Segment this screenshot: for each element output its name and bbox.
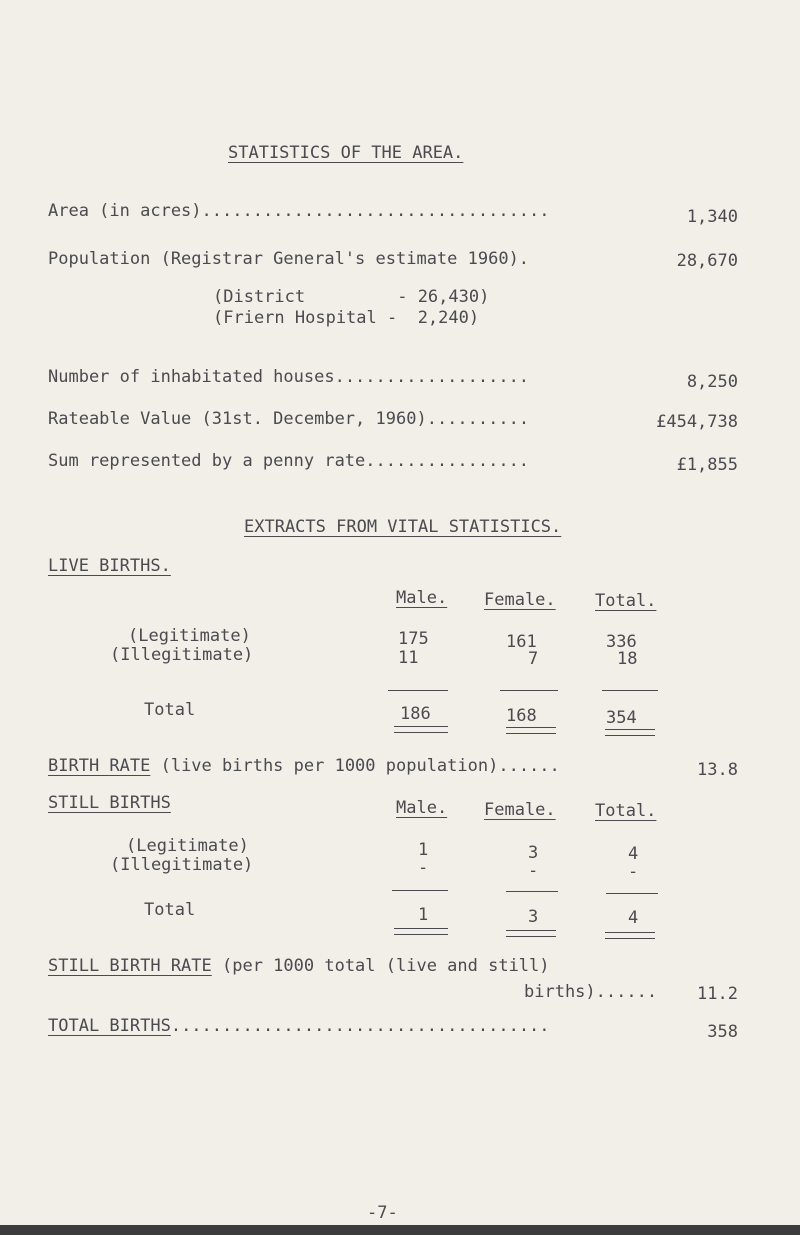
live-illegitimate-male: 11 — [398, 648, 419, 668]
still-birth-rate-line2: births)...... — [524, 982, 658, 1002]
live-total-rule — [602, 690, 658, 691]
live-legitimate-male: 175 — [398, 629, 429, 649]
live-total-label: Total — [144, 700, 196, 720]
total-births-label: TOTAL BIRTHS..................................... — [48, 1016, 550, 1036]
still-legitimate-total: 4 — [628, 844, 639, 864]
houses-label: Number of inhabitated houses................... — [48, 367, 530, 387]
live-total-header: Total. — [595, 591, 657, 611]
still-total-double-rule — [605, 932, 655, 939]
scan-edge — [0, 1225, 800, 1235]
live-illegitimate-female: 7 — [528, 649, 539, 669]
area-value: 1,340 — [686, 207, 738, 227]
still-total-header: Total. — [595, 801, 657, 821]
still-male-double-rule — [394, 928, 448, 935]
still-total-male: 1 — [418, 905, 429, 925]
still-female-rule — [506, 891, 558, 892]
rateable-value-amount: £454,738 — [656, 412, 738, 432]
still-birth-rate-label: STILL BIRTH RATE (per 1000 total (live and still) — [48, 956, 550, 976]
still-illegitimate-female: - — [528, 861, 539, 881]
extracts-title: EXTRACTS FROM VITAL STATISTICS. — [244, 517, 562, 537]
still-female-header: Female. — [484, 800, 556, 820]
still-births-heading: STILL BIRTHS — [48, 793, 171, 813]
live-illegitimate-total: 18 — [617, 649, 638, 669]
live-legitimate-total: 336 — [606, 632, 637, 652]
live-legitimate-female: 161 — [506, 632, 537, 652]
friern-hospital-line: (Friern Hospital - 2,240) — [213, 308, 480, 328]
still-legitimate-male: 1 — [418, 840, 429, 860]
still-legitimate-label: (Legitimate) — [126, 836, 249, 856]
live-legitimate-label: (Legitimate) — [128, 626, 251, 646]
still-total-label: Total — [144, 900, 196, 920]
houses-value: 8,250 — [686, 372, 738, 392]
live-total-female: 168 — [506, 706, 537, 726]
penny-rate-label: Sum represented by a penny rate................ — [48, 451, 530, 471]
live-male-header: Male. — [396, 588, 448, 608]
live-female-header: Female. — [484, 590, 556, 610]
population-value: 28,670 — [676, 251, 738, 271]
district-line: (District - 26,430) — [213, 287, 490, 307]
penny-rate-value: £1,855 — [676, 455, 738, 475]
live-male-rule — [388, 690, 448, 691]
still-total-total: 4 — [628, 908, 639, 928]
live-total-male: 186 — [400, 704, 431, 724]
still-illegitimate-label: (Illegitimate) — [110, 855, 254, 875]
page-title: STATISTICS OF THE AREA. — [228, 143, 464, 163]
live-female-rule — [500, 690, 558, 691]
still-illegitimate-total: - — [628, 862, 639, 882]
birth-rate-value: 13.8 — [697, 760, 738, 780]
still-total-female: 3 — [528, 907, 539, 927]
live-illegitimate-label: (Illegitimate) — [110, 645, 254, 665]
still-illegitimate-male: - — [418, 858, 429, 878]
live-total-total: 354 — [606, 708, 637, 728]
live-female-double-rule — [506, 727, 556, 734]
area-label: Area (in acres).................................. — [48, 201, 550, 221]
still-legitimate-female: 3 — [528, 843, 539, 863]
birth-rate-label: BIRTH RATE (live births per 1000 population)...... — [48, 756, 560, 776]
live-male-double-rule — [394, 726, 448, 733]
page-number: -7- — [367, 1203, 398, 1223]
total-births-value: 358 — [707, 1022, 738, 1042]
still-birth-rate-value: 11.2 — [697, 984, 738, 1004]
live-births-heading: LIVE BIRTHS. — [48, 556, 171, 576]
still-total-rule — [606, 893, 658, 894]
still-male-header: Male. — [396, 798, 448, 818]
population-label: Population (Registrar General's estimate 1960). — [48, 249, 530, 269]
live-total-double-rule — [605, 729, 655, 736]
rateable-value-label: Rateable Value (31st. December, 1960).......... — [48, 409, 530, 429]
still-male-rule — [392, 890, 448, 891]
still-female-double-rule — [506, 930, 556, 937]
